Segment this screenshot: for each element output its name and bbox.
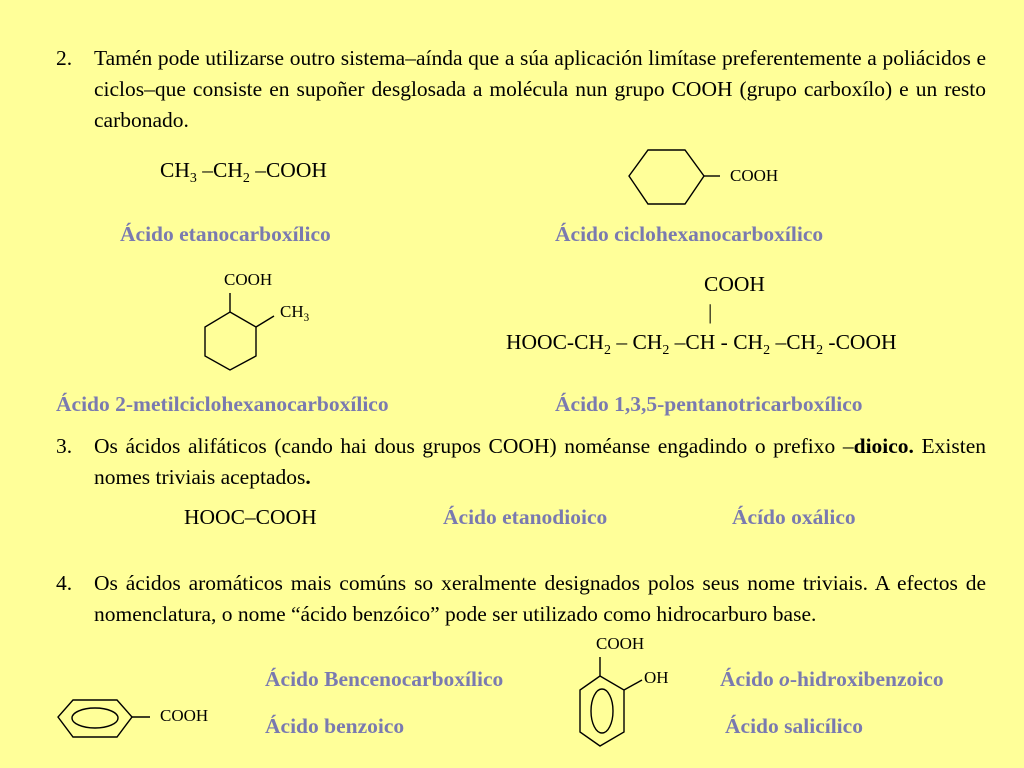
name-benzenecarbox: Ácido Bencenocarboxílico [265, 667, 504, 691]
methylcyclo-ch3-label: $CH_3$ [280, 302, 310, 324]
salicylic-oh-label: OH [644, 668, 669, 687]
name-oxalic: Ácído oxálico [732, 505, 856, 529]
name-salicylic: Ácido salicílico [725, 714, 863, 738]
penta-bond-bar: | [708, 300, 713, 324]
name-penta: Ácido 1,3,5-pentanotricarboxílico [555, 392, 863, 416]
item-4-text: Os ácidos aromáticos mais comúns so xeralmente designados polos seus nome triviais. A efectos de nomenclatura, o nome “ácido benzóico” pode ser utilizado como hidrocarburo base. [94, 571, 986, 626]
name-ethanoic: Ácido etanocarboxílico [120, 222, 331, 246]
name-benzoic: Ácido benzoico [265, 714, 405, 738]
cyclohex-cooh-label: COOH [730, 166, 779, 185]
benzoic-cooh-label: COOH [160, 706, 209, 725]
name-o-hydroxy: Ácido o-hidroxibenzoico [720, 667, 944, 691]
item-4-number: 4. [56, 571, 73, 595]
salicylic-cooh-label: COOH [596, 634, 645, 653]
name-ethanedioic: Ácido etanodioico [443, 505, 608, 529]
penta-top-cooh: COOH [704, 272, 765, 296]
item-3-number: 3. [56, 434, 73, 458]
formula-penta: HOOC-$CH_2 - CH_2$ $-CH - CH_2$ $-CH_2$ -COOH [506, 330, 897, 358]
methylcyclo-cooh-label: COOH [224, 270, 273, 289]
item-2-number: 2. [56, 46, 73, 70]
formula-oxalic: HOOC–COOH [184, 505, 317, 529]
name-cyclohex: Ácido ciclohexanocarboxílico [555, 222, 824, 246]
name-methylcyclo: Ácido 2-metilciclohexanocarboxílico [56, 392, 389, 416]
item-2-text: Tamén pode utilizarse outro sistema–aínda que a súa aplicación limítase preferentemente a poliácidos e ciclos–que consiste en supoñer desglosada a molécula nun grupo COOH (grupo carboxílo) e un resto carbonado. [94, 46, 986, 132]
item-3-text: Os ácidos alifáticos (cando hai dous grupos COOH) noméanse engadindo o prefixo –dioico. Existen nomes triviais aceptados. [94, 434, 987, 489]
formula-ethanoic: $CH_3$ $-CH_2$ –COOH [160, 158, 327, 186]
